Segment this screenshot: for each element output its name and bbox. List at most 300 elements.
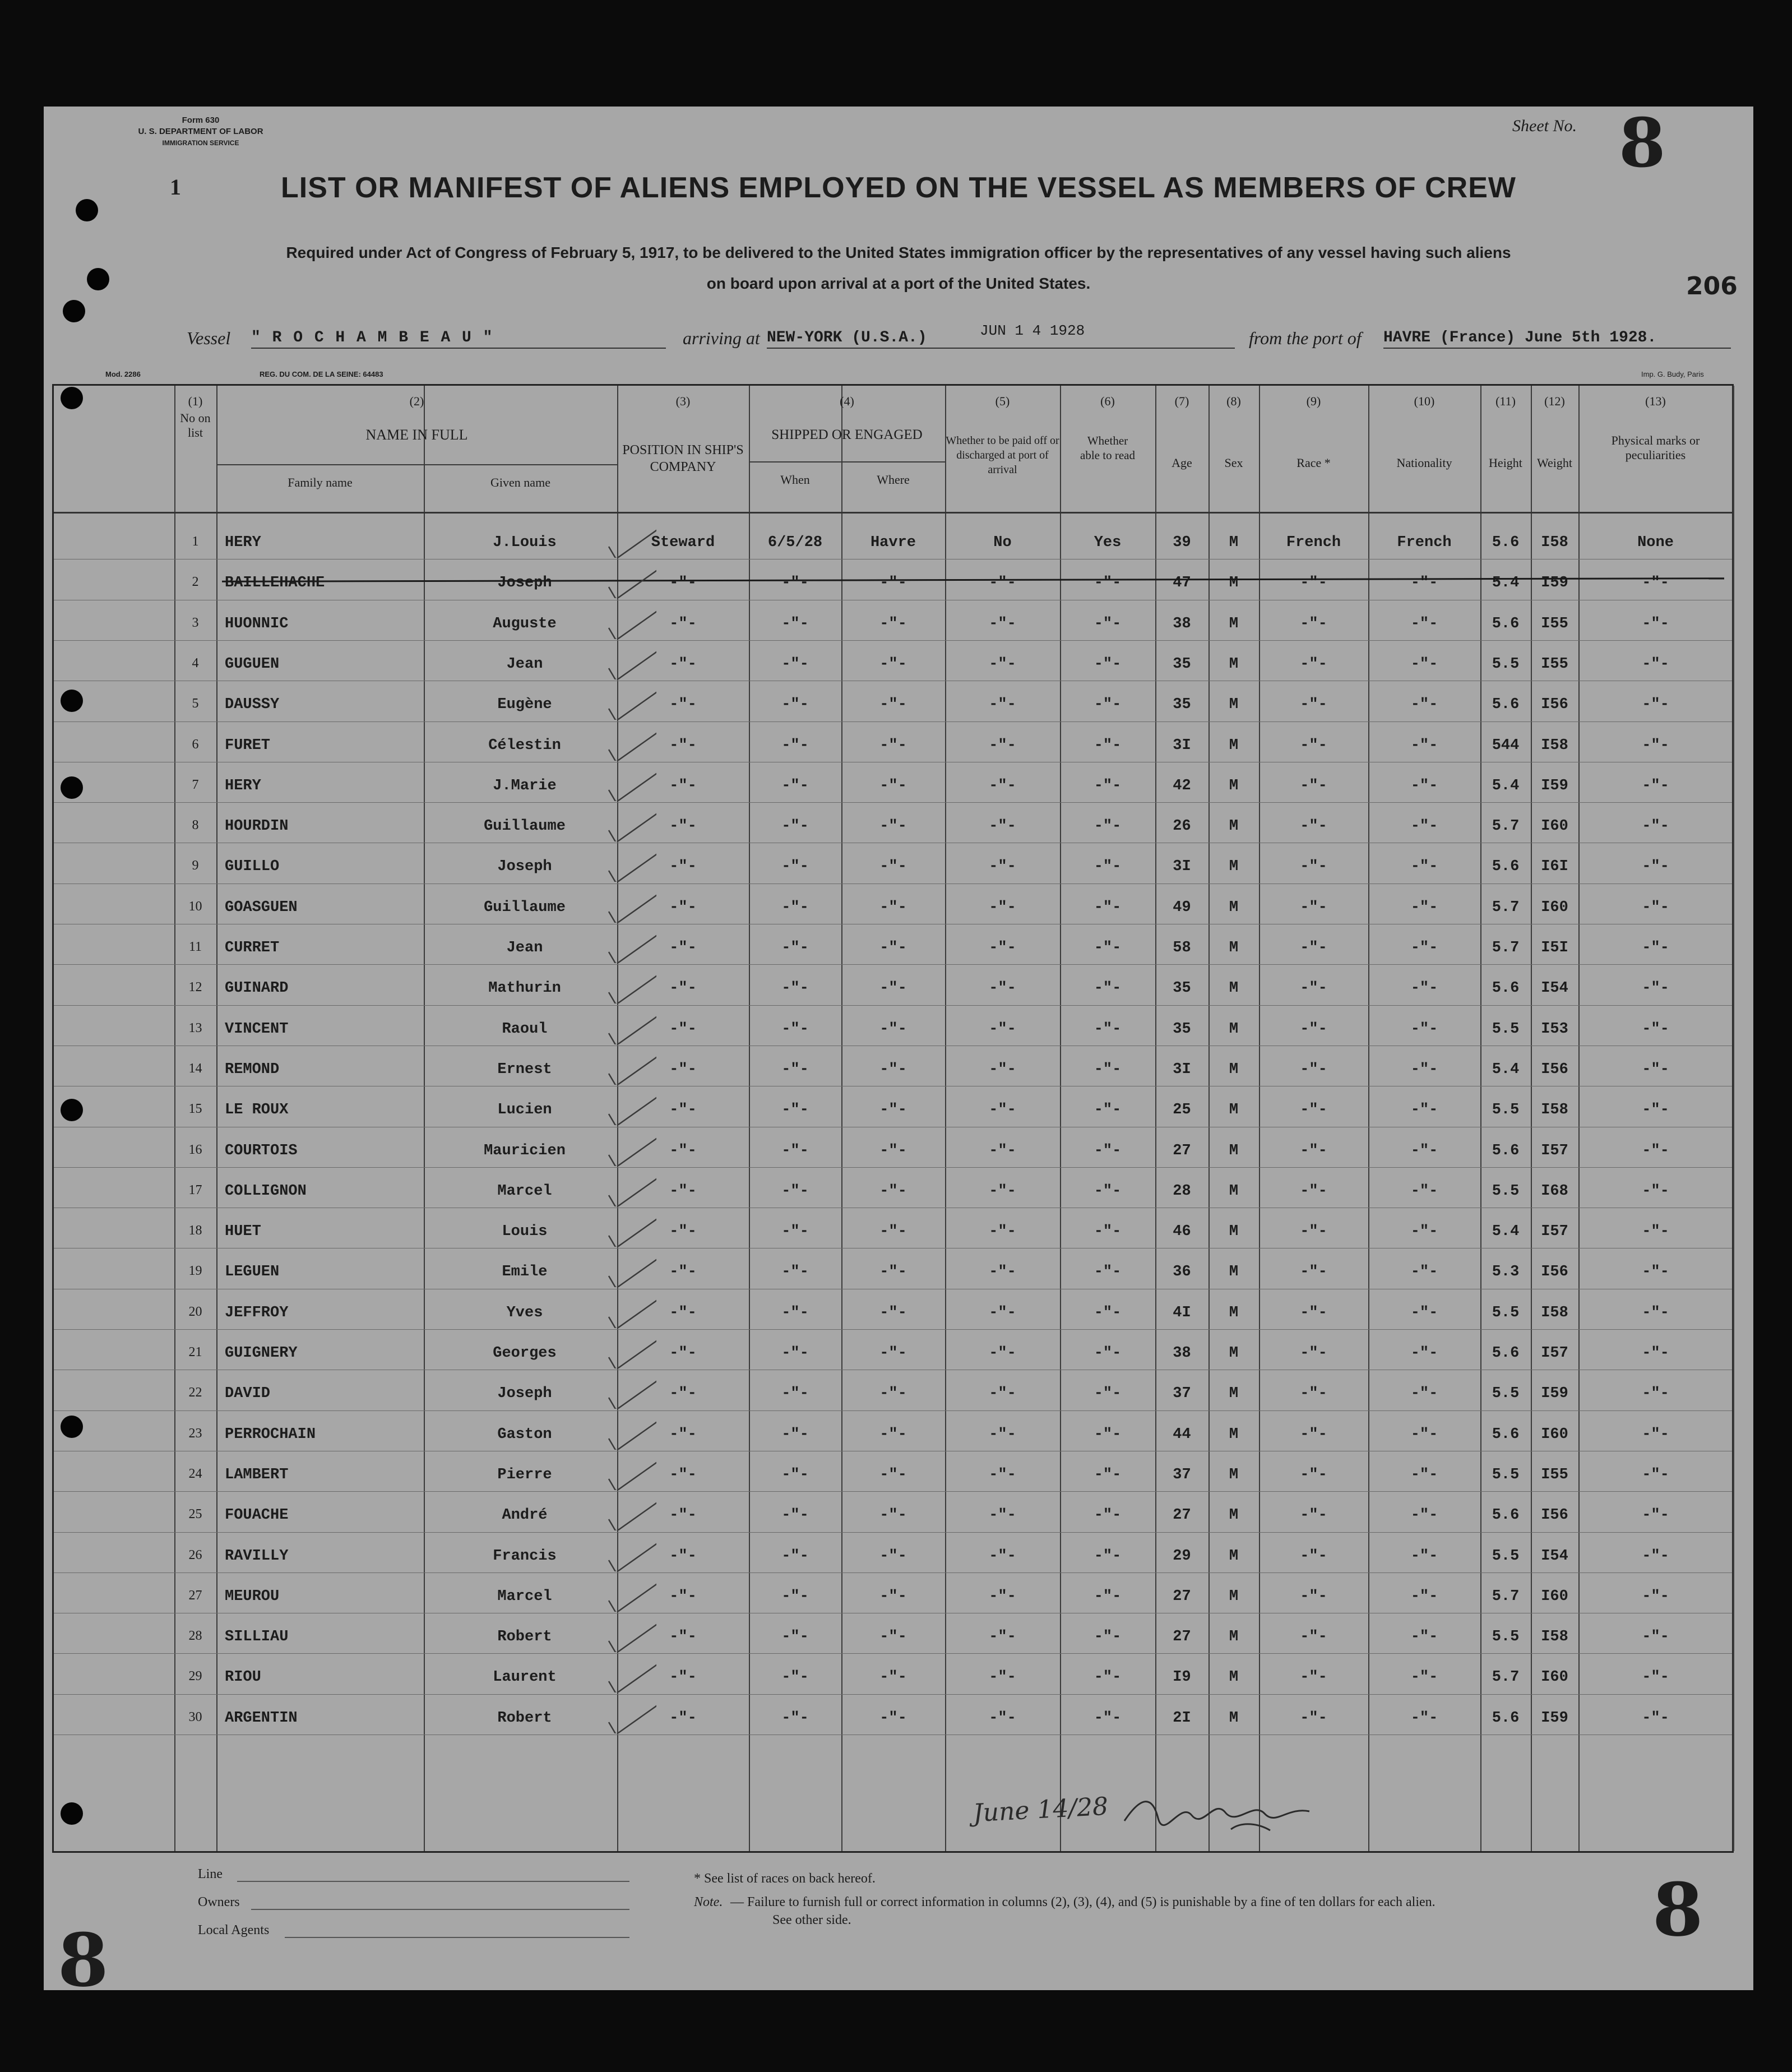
col-marks-num: (13) [1645, 394, 1666, 408]
weight: I68 [1541, 1182, 1568, 1200]
age: 37 [1173, 1466, 1191, 1483]
shipped-where: -"- [879, 899, 907, 916]
paid-off: -"- [989, 1345, 1016, 1362]
weight: I6I [1541, 858, 1568, 876]
age: 35 [1173, 1020, 1191, 1038]
nationality: -"- [1410, 1426, 1438, 1443]
paid-off: -"- [989, 1102, 1016, 1119]
sex: M [1229, 1385, 1239, 1403]
given-name: Laurent [493, 1669, 557, 1686]
nationality: -"- [1410, 818, 1438, 835]
age: 27 [1173, 1142, 1191, 1159]
position: -"- [669, 980, 697, 997]
weight: I60 [1541, 818, 1568, 835]
given-name: Joseph [497, 575, 552, 592]
paid-off: -"- [989, 1264, 1016, 1281]
height: 5.4 [1492, 1223, 1520, 1241]
given-name: Emile [502, 1264, 548, 1281]
given-name: Joseph [497, 858, 552, 876]
col-race-num: (9) [1306, 394, 1321, 408]
physical-marks: -"- [1642, 1102, 1669, 1119]
shipped-when: 6/5/28 [767, 534, 823, 551]
height: 5.5 [1492, 1466, 1520, 1483]
able-to-read: -"- [1094, 1426, 1122, 1443]
family-name: CURRET [225, 940, 280, 956]
able-to-read: -"- [1094, 818, 1122, 835]
given-name: Guillaume [484, 818, 566, 835]
race: -"- [1300, 696, 1327, 714]
sex: M [1229, 1507, 1239, 1524]
col-read: Whether able to read [1080, 434, 1135, 462]
race: -"- [1300, 1182, 1327, 1200]
physical-marks: -"- [1642, 899, 1669, 916]
weight: I59 [1541, 575, 1568, 592]
physical-marks: -"- [1642, 858, 1669, 876]
row-number: 10 [188, 899, 202, 914]
age: 4I [1173, 1304, 1191, 1321]
weight: I53 [1541, 1020, 1568, 1038]
shipped-where: -"- [879, 940, 907, 956]
physical-marks: -"- [1642, 655, 1669, 673]
shipped-where: -"- [879, 1182, 907, 1200]
family-name: MEUROU [225, 1588, 280, 1605]
row-number: 23 [188, 1426, 202, 1441]
age: I9 [1173, 1669, 1191, 1686]
shipped-where: -"- [879, 1588, 907, 1605]
sex: M [1229, 1466, 1239, 1483]
shipped-when: -"- [781, 1020, 809, 1038]
height: 5.6 [1492, 534, 1520, 551]
weight: I58 [1541, 1304, 1568, 1321]
given-name: Célestin [488, 737, 561, 754]
height: 5.4 [1492, 575, 1520, 592]
paid-off: -"- [989, 777, 1016, 794]
weight: I58 [1541, 737, 1568, 754]
physical-marks: -"- [1642, 1547, 1669, 1565]
weight: I54 [1541, 1547, 1568, 1565]
row-number: 22 [188, 1385, 202, 1400]
check-mark-icon [606, 1659, 656, 1692]
shipped-where: -"- [879, 575, 907, 592]
physical-marks: -"- [1642, 777, 1669, 794]
department-name: U. S. DEPARTMENT OF LABOR [138, 127, 263, 136]
able-to-read: -"- [1094, 940, 1122, 956]
row-number: 27 [188, 1588, 202, 1603]
age: 29 [1173, 1547, 1191, 1565]
nationality: -"- [1410, 575, 1438, 592]
col-family-name: Family name [288, 475, 353, 489]
weight: I60 [1541, 899, 1568, 916]
race: -"- [1300, 1669, 1327, 1686]
able-to-read: -"- [1094, 858, 1122, 876]
shipped-where: -"- [879, 777, 907, 794]
age: 38 [1173, 615, 1191, 632]
able-to-read: -"- [1094, 1547, 1122, 1565]
check-mark-icon [606, 970, 656, 1003]
physical-marks: -"- [1642, 1223, 1669, 1241]
family-name: DAUSSY [225, 696, 280, 714]
able-to-read: -"- [1094, 1507, 1122, 1524]
sex: M [1229, 1629, 1239, 1646]
paid-off: -"- [989, 1547, 1016, 1565]
row-number: 14 [188, 1061, 202, 1076]
row-number: 13 [188, 1020, 202, 1035]
row-number: 21 [188, 1345, 202, 1359]
able-to-read: -"- [1094, 1102, 1122, 1119]
height: 5.6 [1492, 1507, 1520, 1524]
position: -"- [669, 940, 697, 956]
age: 35 [1173, 980, 1191, 997]
requirement-line-1: Required under Act of Congress of February 5, 1917, to be delivered to the United States immigration officer by the representatives of any vessel having such aliens [286, 244, 1511, 261]
family-name: COURTOIS [225, 1142, 298, 1159]
shipped-where: -"- [879, 1345, 907, 1362]
family-name: BAILLEHACHE [225, 575, 325, 592]
check-mark-icon [606, 1011, 656, 1044]
nationality: -"- [1410, 1588, 1438, 1605]
age: 35 [1173, 696, 1191, 714]
row-number: 5 [192, 696, 199, 711]
weight: I57 [1541, 1142, 1568, 1159]
given-name: Robert [497, 1709, 552, 1727]
sex: M [1229, 1061, 1239, 1078]
shipped-when: -"- [781, 940, 809, 956]
able-to-read: -"- [1094, 696, 1122, 714]
given-name: Pierre [497, 1466, 552, 1483]
footer-line-label: Line [198, 1867, 223, 1881]
col-paid-off: Whether to be paid off or discharged at port of arrival [946, 434, 1059, 476]
paid-off: -"- [989, 1709, 1016, 1727]
race: -"- [1300, 899, 1327, 916]
given-name: Guillaume [484, 899, 566, 916]
col-shipped-num: (4) [840, 394, 854, 408]
nationality: -"- [1410, 1142, 1438, 1159]
note-text: — Failure to furnish full or correct information in columns (2), (3), (4), and (5) is punishable by a fine of ten dollars for each alien. [730, 1895, 1436, 1909]
physical-marks: -"- [1642, 980, 1669, 997]
paid-off: -"- [989, 615, 1016, 632]
given-name: Eugène [497, 696, 552, 714]
given-name: Auguste [493, 615, 557, 632]
height: 5.6 [1492, 1142, 1520, 1159]
row-number: 6 [192, 737, 199, 752]
position: -"- [669, 696, 697, 714]
race: -"- [1300, 1304, 1327, 1321]
sex: M [1229, 1709, 1239, 1727]
shipped-when: -"- [781, 1142, 809, 1159]
position: -"- [669, 1629, 697, 1646]
shipped-when: -"- [781, 655, 809, 673]
nationality: -"- [1410, 899, 1438, 916]
shipped-when: -"- [781, 1304, 809, 1321]
able-to-read: -"- [1094, 575, 1122, 592]
weight: I60 [1541, 1588, 1568, 1605]
physical-marks: -"- [1642, 1507, 1669, 1524]
punch-hole [61, 690, 83, 712]
position: -"- [669, 1020, 697, 1038]
family-name: HUONNIC [225, 615, 289, 632]
shipped-where: -"- [879, 1426, 907, 1443]
age: 25 [1173, 1102, 1191, 1119]
shipped-where: -"- [879, 655, 907, 673]
nationality: -"- [1410, 1223, 1438, 1241]
race: -"- [1300, 1507, 1327, 1524]
requirement-line-2: on board upon arrival at a port of the United States. [706, 275, 1091, 292]
signature-scrawl [1119, 1790, 1321, 1835]
race: -"- [1300, 1588, 1327, 1605]
shipped-where: -"- [879, 1385, 907, 1403]
shipped-when: -"- [781, 1629, 809, 1646]
paid-off: -"- [989, 1426, 1016, 1443]
check-mark-icon [606, 1497, 656, 1530]
race: -"- [1300, 858, 1327, 876]
position: -"- [669, 1223, 697, 1241]
physical-marks: -"- [1642, 1345, 1669, 1362]
paid-off: -"- [989, 696, 1016, 714]
given-name: Lucien [497, 1102, 552, 1119]
nationality: -"- [1410, 1182, 1438, 1200]
punch-hole [63, 300, 85, 322]
position: -"- [669, 615, 697, 632]
nationality: -"- [1410, 1020, 1438, 1038]
given-name: Francis [493, 1547, 557, 1565]
height: 5.6 [1492, 1426, 1520, 1443]
paid-off: -"- [989, 1182, 1016, 1200]
col-sex: Sex [1224, 456, 1243, 470]
shipped-where: -"- [879, 696, 907, 714]
family-name: FURET [225, 737, 271, 754]
sex: M [1229, 1020, 1239, 1038]
physical-marks: -"- [1642, 1426, 1669, 1443]
shipped-where: -"- [879, 1020, 907, 1038]
row-number: 29 [188, 1669, 202, 1684]
row-number: 24 [188, 1466, 202, 1481]
family-name: GOASGUEN [225, 899, 298, 916]
height: 544 [1492, 737, 1520, 754]
given-name: J.Marie [493, 777, 557, 794]
signature: June 14/28 [972, 1792, 1109, 1828]
able-to-read: -"- [1094, 1466, 1122, 1483]
given-name: André [502, 1507, 548, 1524]
col-marks: Physical marks or peculiarities [1611, 433, 1700, 462]
position: -"- [669, 1304, 697, 1321]
height: 5.5 [1492, 1182, 1520, 1200]
nationality: -"- [1410, 1669, 1438, 1686]
physical-marks: -"- [1642, 1466, 1669, 1483]
weight: I55 [1541, 655, 1568, 673]
punch-hole [61, 1099, 83, 1121]
height: 5.5 [1492, 1102, 1520, 1119]
vessel-underline [251, 348, 666, 349]
position: -"- [669, 1345, 697, 1362]
sex: M [1229, 858, 1239, 876]
col-position: POSITION IN SHIP'S COMPANY [622, 443, 744, 474]
able-to-read: -"- [1094, 1061, 1122, 1078]
sex: M [1229, 1142, 1239, 1159]
age: 38 [1173, 1345, 1191, 1362]
family-name: PERROCHAIN [225, 1426, 316, 1443]
race: -"- [1300, 980, 1327, 997]
nationality: -"- [1410, 696, 1438, 714]
paid-off: -"- [989, 1385, 1016, 1403]
position: -"- [669, 1588, 697, 1605]
given-name: Marcel [497, 1182, 552, 1200]
weight: I56 [1541, 696, 1568, 714]
sex: M [1229, 940, 1239, 956]
form-header [128, 115, 274, 149]
paid-off: -"- [989, 1142, 1016, 1159]
col-given-name: Given name [490, 475, 550, 489]
paid-off: -"- [989, 899, 1016, 916]
footer-agents-label: Local Agents [198, 1923, 270, 1937]
sex: M [1229, 1426, 1239, 1443]
shipped-where: Havre [870, 534, 916, 551]
race: -"- [1300, 1142, 1327, 1159]
nationality: -"- [1410, 1061, 1438, 1078]
col-no: No on list [180, 411, 211, 440]
sex: M [1229, 737, 1239, 754]
sex: M [1229, 1102, 1239, 1119]
sheet-number-left: 8 [58, 1917, 109, 2003]
race: -"- [1300, 940, 1327, 956]
check-mark-icon [606, 1254, 656, 1287]
physical-marks: -"- [1642, 1629, 1669, 1646]
row-number: 1 [192, 534, 199, 549]
arriving-label: arriving at [683, 328, 760, 348]
nationality: -"- [1410, 1102, 1438, 1119]
footer-owners-label: Owners [198, 1895, 240, 1909]
nationality: -"- [1410, 737, 1438, 754]
punch-hole [61, 387, 83, 409]
check-mark-icon [606, 1335, 656, 1368]
shipped-where: -"- [879, 980, 907, 997]
race: -"- [1300, 1264, 1327, 1281]
given-name: Jean [506, 655, 543, 673]
physical-marks: -"- [1642, 1264, 1669, 1281]
paid-off: -"- [989, 1061, 1016, 1078]
given-name: J.Louis [493, 534, 557, 551]
col-name: NAME IN FULL [365, 427, 468, 443]
age: 3I [1173, 737, 1191, 754]
shipped-when: -"- [781, 818, 809, 835]
nationality: -"- [1410, 1385, 1438, 1403]
paid-off: -"- [989, 1223, 1016, 1241]
able-to-read: -"- [1094, 1588, 1122, 1605]
manifest-sheet [44, 104, 1753, 2003]
able-to-read: -"- [1094, 655, 1122, 673]
family-name: GUGUEN [225, 655, 280, 673]
age: 44 [1173, 1426, 1191, 1443]
nationality: -"- [1410, 777, 1438, 794]
shipped-when: -"- [781, 1426, 809, 1443]
punch-hole [61, 776, 83, 799]
family-name: JEFFROY [225, 1304, 289, 1321]
shipped-when: -"- [781, 1223, 809, 1241]
col-race: Race * [1296, 456, 1331, 470]
paid-off: -"- [989, 655, 1016, 673]
position: -"- [669, 1102, 697, 1119]
shipped-when: -"- [781, 1507, 809, 1524]
shipped-where: -"- [879, 1223, 907, 1241]
paid-off: -"- [989, 1629, 1016, 1646]
sex: M [1229, 777, 1239, 794]
family-name: LE ROUX [225, 1102, 289, 1119]
physical-marks: -"- [1642, 940, 1669, 956]
paid-off: -"- [989, 980, 1016, 997]
family-name: ARGENTIN [225, 1709, 298, 1727]
weight: I59 [1541, 1385, 1568, 1403]
shipped-when: -"- [781, 696, 809, 714]
weight: I56 [1541, 1061, 1568, 1078]
shipped-when: -"- [781, 777, 809, 794]
row-number: 20 [188, 1304, 202, 1319]
shipped-where: -"- [879, 1669, 907, 1686]
able-to-read: -"- [1094, 737, 1122, 754]
shipped-when: -"- [781, 1709, 809, 1727]
col-weight: Weight [1537, 456, 1572, 470]
family-name: LEGUEN [225, 1264, 280, 1281]
sex: M [1229, 1669, 1239, 1686]
shipped-when: -"- [781, 1102, 809, 1119]
weight: I56 [1541, 1264, 1568, 1281]
corner-mark: 1 [170, 174, 181, 200]
col-shipped: SHIPPED OR ENGAGED [771, 427, 923, 442]
weight: I58 [1541, 1629, 1568, 1646]
row-number: 11 [188, 940, 202, 954]
shipped-where: -"- [879, 818, 907, 835]
position: -"- [669, 1061, 697, 1078]
sex: M [1229, 899, 1239, 916]
row-number: 15 [188, 1102, 202, 1117]
shipped-where: -"- [879, 1142, 907, 1159]
arrival-date-stamp: JUN 1 4 1928 [980, 322, 1085, 339]
paid-off: -"- [989, 818, 1016, 835]
physical-marks: -"- [1642, 1304, 1669, 1321]
able-to-read: -"- [1094, 1223, 1122, 1241]
sex: M [1229, 615, 1239, 632]
given-name: Gaston [497, 1426, 552, 1443]
note-label: Note. [694, 1895, 723, 1909]
sheet-number: 8 [1619, 104, 1666, 183]
weight: I5I [1541, 940, 1568, 956]
family-name: HERY [225, 777, 261, 794]
check-mark-icon [606, 1051, 656, 1085]
check-mark-icon [606, 1092, 656, 1125]
row-number: 3 [192, 615, 199, 630]
position: -"- [669, 1182, 697, 1200]
race: -"- [1300, 737, 1327, 754]
race-note: * See list of races on back hereof. [694, 1871, 876, 1886]
nationality: -"- [1410, 940, 1438, 956]
nationality: -"- [1410, 858, 1438, 876]
age: 28 [1173, 1182, 1191, 1200]
col-weight-num: (12) [1544, 394, 1565, 408]
nationality: -"- [1410, 1709, 1438, 1727]
family-name: LAMBERT [225, 1466, 289, 1483]
physical-marks: None [1637, 534, 1674, 551]
row-number: 30 [188, 1709, 202, 1724]
sex: M [1229, 1304, 1239, 1321]
row-number: 8 [192, 818, 199, 833]
height: 5.5 [1492, 1020, 1520, 1038]
col-height-num: (11) [1495, 394, 1516, 408]
position: -"- [669, 1507, 697, 1524]
col-sex-num: (8) [1226, 394, 1241, 408]
shipped-when: -"- [781, 1345, 809, 1362]
vessel-name: " R O C H A M B E A U " [251, 329, 494, 346]
position: -"- [669, 1264, 697, 1281]
weight: I55 [1541, 1466, 1568, 1483]
row-number: 25 [188, 1507, 202, 1522]
age: 2I [1173, 1709, 1191, 1727]
